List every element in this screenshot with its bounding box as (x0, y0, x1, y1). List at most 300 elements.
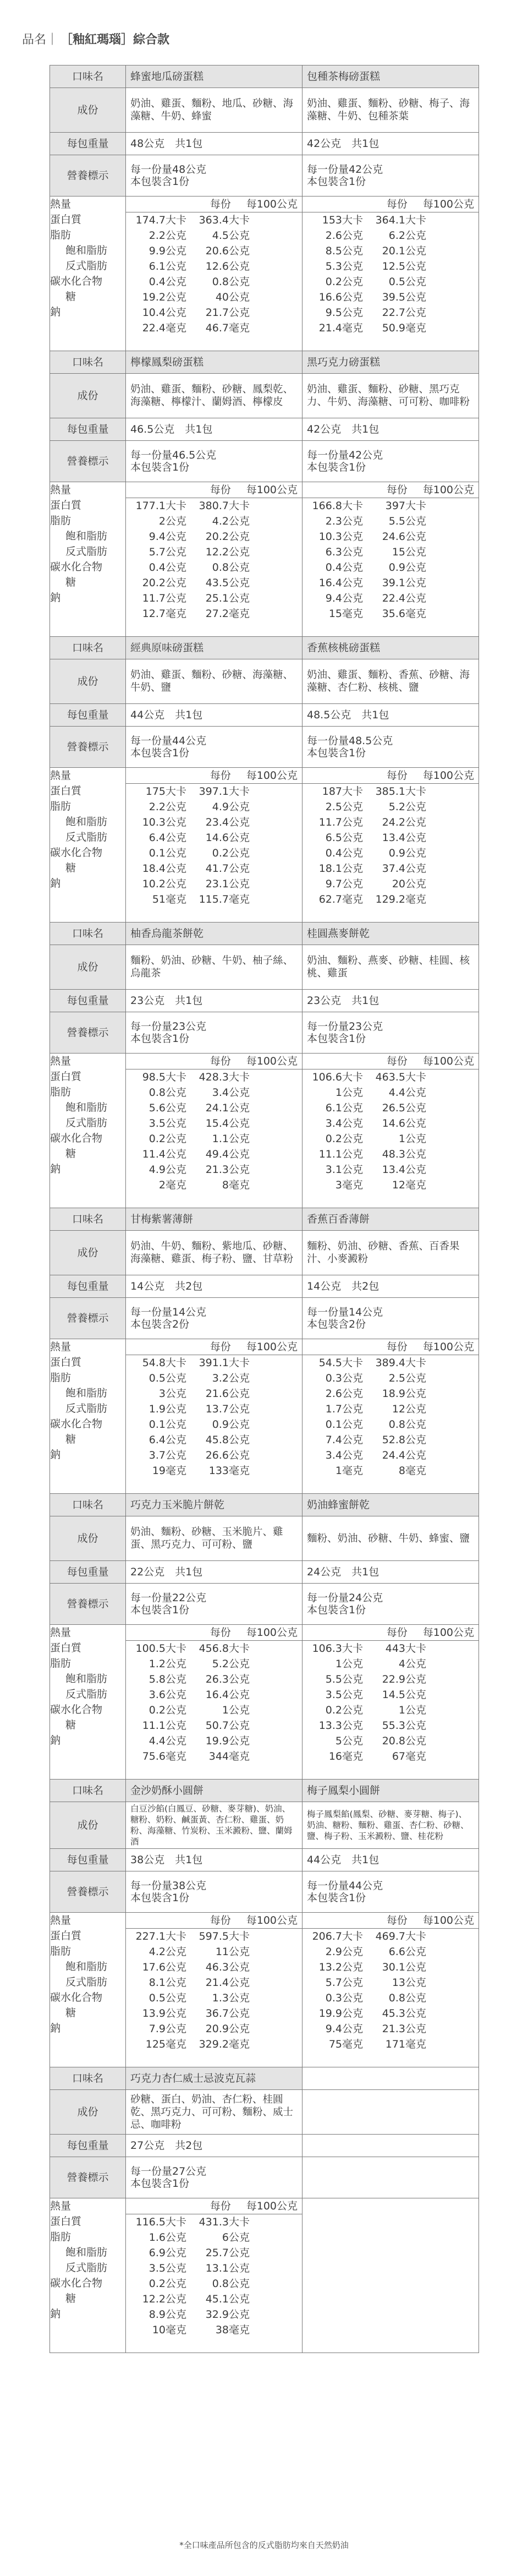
nutrient-label: 蛋白質 (50, 1930, 82, 1942)
per-serving-value: 2.5公克 (325, 801, 363, 813)
per-serving-value: 3.4公克 (325, 1117, 363, 1129)
nutrition-row (302, 1990, 479, 2006)
nutrition-row (126, 1085, 302, 1100)
nutrition-cell (126, 1913, 302, 2067)
per-100g-value: 0.8公克 (212, 2278, 250, 2290)
nutrition-row (302, 1355, 479, 1371)
nutrient-label: 糖 (65, 1719, 76, 1731)
nutrition-row (126, 2214, 302, 2230)
per-100g-value: 46.7毫克 (205, 322, 250, 334)
product-label-cell (126, 1298, 302, 1339)
per-serving-value: 0.1公克 (148, 847, 186, 859)
nutrition-row (302, 845, 479, 861)
product-package-cell (126, 990, 302, 1012)
nutrient-label: 飽和脂肪 (65, 2246, 108, 2258)
nutrient-label: 熱量 (50, 1055, 72, 1067)
row-ingredients (50, 374, 479, 418)
flavor-row-label: 口味名 (50, 2067, 126, 2090)
product-label: 每一份量38公克 本包裝含1份 (130, 1880, 207, 1904)
nutrient-label: 反式脂肪 (65, 2262, 108, 2274)
nutrition-header (302, 1913, 479, 1929)
per-100g-value: 6.6公克 (388, 1946, 426, 1958)
row-package (50, 1561, 479, 1584)
per-serving-value: 9.5公克 (325, 307, 363, 319)
per-100g-value: 38毫克 (215, 2324, 250, 2336)
per-100g-value: 20.9公克 (205, 2023, 250, 2035)
product-flavor: 黑巧克力磅蛋糕 (307, 356, 381, 368)
nutrition-header (302, 197, 479, 212)
product-ingredients-cell (302, 945, 479, 990)
per-serving-value: 6.9公克 (148, 2247, 186, 2259)
label-row-label: 營養標示 (50, 2157, 126, 2198)
per-100g-value: 344毫克 (208, 1750, 250, 1762)
ingredients-row-label: 成份 (50, 2090, 126, 2135)
per-100g-value: 133毫克 (208, 1465, 250, 1477)
nutrition-row (126, 1749, 302, 1764)
per-serving-value: 21.4毫克 (318, 322, 363, 334)
per-serving-value: 5.3公克 (325, 260, 363, 272)
nutrient-label: 飽和脂肪 (65, 1387, 108, 1399)
per-100g-value: 14.6公克 (205, 832, 250, 844)
nutrition-row (126, 892, 302, 907)
per-serving-value: 3毫克 (335, 1179, 363, 1191)
per-100g-value: 22.9公克 (382, 1673, 426, 1685)
nutrition-row (126, 1386, 302, 1401)
nutrition-row (302, 1463, 479, 1478)
ingredients-row-label: 成份 (50, 1516, 126, 1561)
nutrition-header (126, 1913, 302, 1929)
row-label (50, 155, 479, 197)
product-package-cell (302, 704, 479, 727)
per-serving-value: 98.5大卡 (142, 1071, 186, 1083)
footnote: *全口味產品所包含的反式脂肪均來自天然奶油 (179, 2540, 349, 2550)
per-100g-value: 443大卡 (385, 1642, 426, 1655)
product-package-cell (302, 1561, 479, 1584)
product-ingredients: 奶油、雞蛋、麵粉、砂糖、黑巧克力、牛奶、海藻糖、可可粉、咖啡粉 (307, 384, 470, 408)
product-flavor: 巧克力杏仁威士忌波克瓦蒜 (130, 2072, 256, 2084)
nutrient-label: 脂肪 (50, 1945, 72, 1957)
nutrient-label: 脂肪 (50, 515, 72, 527)
product-package: 27公克 共2包 (130, 2140, 203, 2152)
per-serving-value: 106.3大卡 (312, 1642, 363, 1655)
per-100g-value: 0.8公克 (212, 276, 250, 288)
per-100g-value: 32.9公克 (205, 2308, 250, 2321)
row-nutrition (50, 197, 479, 351)
per-serving-value: 13.3公克 (318, 1720, 363, 1732)
ingredients-row-label: 成份 (50, 88, 126, 133)
nutrition-row (126, 290, 302, 305)
nutrient-label: 糖 (65, 1433, 76, 1445)
nutrition-row (126, 1656, 302, 1672)
per-100g-header: 每100公克 (246, 1055, 298, 1067)
per-100g-value: 0.5公克 (388, 276, 426, 288)
nutrition-row (126, 1448, 302, 1463)
nutrition-header (126, 1625, 302, 1641)
per-serving-value: 1公克 (335, 1087, 363, 1099)
nutrition-row (302, 1401, 479, 1417)
nutrition-row (126, 1131, 302, 1147)
per-serving-value: 106.6大卡 (312, 1071, 363, 1083)
nutrition-cell (126, 197, 302, 351)
per-serving-value: 0.4公克 (325, 847, 363, 859)
nutrition-row (126, 2307, 302, 2322)
per-serving-value: 12.2公克 (142, 2293, 186, 2305)
per-100g-header: 每100公克 (246, 1627, 298, 1639)
nutrition-row (302, 259, 479, 274)
per-serving-value: 0.2公克 (325, 1704, 363, 1716)
per-serving-value: 5.6公克 (148, 1102, 186, 1114)
nutrient-label: 熱量 (50, 2200, 72, 2212)
per-serving-value: 11.1公克 (318, 1148, 363, 1160)
per-serving-value: 11.1公克 (142, 1720, 186, 1732)
per-serving-value: 10毫克 (152, 2324, 186, 2336)
per-serving-value: 9.9公克 (148, 245, 186, 257)
per-100g-value: 35.6毫克 (382, 608, 426, 620)
per-100g-value: 2.5公克 (388, 1372, 426, 1384)
product-package: 44公克 共1包 (130, 709, 203, 721)
per-100g-value: 50.9毫克 (382, 322, 426, 334)
per-100g-value: 19.9公克 (205, 1735, 250, 1747)
row-package (50, 990, 479, 1012)
nutrition-row (302, 305, 479, 320)
product-label-cell (126, 1012, 302, 1054)
per-serving-value: 10.3公克 (318, 531, 363, 543)
nutrient-labels (50, 1339, 126, 1494)
product-flavor: 經典原味磅蛋糕 (130, 642, 204, 654)
per-serving-value: 125毫克 (145, 2038, 186, 2050)
product-flavor-cell (126, 637, 302, 659)
label-row-label: 營養標示 (50, 441, 126, 482)
per-serving-value: 8.9公克 (148, 2308, 186, 2321)
nutrition-cell (126, 1625, 302, 1780)
nutrition-row (302, 591, 479, 606)
per-serving-value: 4.2公克 (148, 1946, 186, 1958)
row-ingredients (50, 659, 479, 704)
product-ingredients-cell (302, 659, 479, 704)
product-ingredients-cell (126, 945, 302, 990)
product-label: 每一份量48公克 本包裝含1份 (130, 163, 207, 188)
product-flavor-cell (126, 923, 302, 945)
nutrition-row (126, 2322, 302, 2338)
nutrient-labels (50, 768, 126, 923)
label-row-label: 營養標示 (50, 155, 126, 197)
product-flavor-cell (126, 1208, 302, 1231)
per-serving-value: 206.7大卡 (312, 1930, 363, 1942)
product-ingredients: 奶油、麵粉、砂糖、玉米脆片、雞蛋、黑巧克力、可可粉、鹽 (130, 1526, 283, 1551)
row-ingredients (50, 2090, 479, 2135)
per-100g-value: 45.3公克 (382, 2007, 426, 2020)
nutrition-row (126, 1929, 302, 1944)
per-100g-value: 1公克 (222, 1704, 250, 1716)
per-serving-header: 每份 (386, 769, 408, 782)
per-100g-value: 67毫克 (392, 1750, 426, 1762)
nutrient-label: 蛋白質 (50, 499, 82, 511)
per-serving-value: 3.6公克 (148, 1689, 186, 1701)
per-100g-value: 391.1大卡 (199, 1357, 250, 1369)
nutrition-row (126, 1463, 302, 1478)
per-100g-value: 22.4公克 (382, 592, 426, 604)
nutrient-label: 鈉 (50, 1734, 61, 1747)
nutrition-row (302, 861, 479, 876)
product-flavor-cell (126, 2067, 302, 2090)
nutrition-row (302, 544, 479, 560)
product-flavor: 檸檬鳳梨磅蛋糕 (130, 356, 204, 368)
nutrition-header (302, 768, 479, 784)
product-name-line (22, 30, 169, 47)
per-serving-value: 5.7公克 (325, 1977, 363, 1989)
nutrition-row (302, 274, 479, 290)
product-ingredients: 奶油、麵粉、燕麥、砂糖、桂圓、核桃、雞蛋 (307, 955, 470, 979)
nutrition-row (126, 845, 302, 861)
per-100g-value: 26.3公克 (205, 1673, 250, 1685)
product-label-cell (126, 727, 302, 768)
row-flavor (50, 1780, 479, 1802)
per-100g-value: 24.6公克 (382, 531, 426, 543)
nutrition-header (126, 197, 302, 212)
package-row-label: 每包重量 (50, 133, 126, 155)
product-label: 每一份量42公克 本包裝含1份 (307, 449, 383, 473)
per-100g-value: 24.4公克 (382, 1449, 426, 1461)
per-serving-value: 1.6公克 (148, 2231, 186, 2244)
product-label: 每一份量14公克 本包裝含2份 (307, 1306, 383, 1330)
per-serving-value: 0.5公克 (148, 1992, 186, 2004)
per-serving-value: 6.1公克 (325, 1102, 363, 1114)
per-serving-header: 每份 (210, 769, 231, 782)
per-serving-value: 3.5公克 (148, 2262, 186, 2274)
per-serving-value: 1.2公克 (148, 1658, 186, 1670)
per-serving-header: 每份 (210, 1914, 231, 1926)
row-package (50, 704, 479, 727)
product-package-cell (302, 133, 479, 155)
nutrition-row (302, 1687, 479, 1702)
per-100g-value: 0.8公克 (212, 561, 250, 574)
product-flavor: 香蕉百香薄餅 (307, 1213, 370, 1225)
per-100g-value: 55.3公克 (382, 1720, 426, 1732)
per-serving-value: 0.2公克 (325, 276, 363, 288)
product-label: 每一份量44公克 本包裝含1份 (307, 1880, 383, 1904)
nutrition-row (302, 529, 479, 544)
per-serving-value: 0.5公克 (148, 1372, 186, 1384)
product-flavor-cell (302, 1208, 479, 1231)
nutrition-row (302, 876, 479, 892)
per-100g-value: 115.7毫克 (199, 893, 250, 905)
nutrition-row (302, 1417, 479, 1432)
nutrition-row (302, 2037, 479, 2052)
nutrient-label: 碳水化合物 (50, 847, 103, 859)
nutrient-label: 糖 (65, 576, 76, 588)
per-serving-value: 2.2公克 (148, 230, 186, 242)
per-100g-value: 49.4公克 (205, 1148, 250, 1160)
per-100g-value: 389.4大卡 (375, 1357, 426, 1369)
nutrition-row (126, 591, 302, 606)
nutrient-label: 熱量 (50, 484, 72, 496)
product-label-cell (302, 441, 479, 482)
per-100g-value: 431.3大卡 (199, 2216, 250, 2228)
product-package-cell (126, 1849, 302, 1871)
per-serving-value: 8.5公克 (325, 245, 363, 257)
nutrition-row (302, 575, 479, 591)
per-100g-value: 8毫克 (222, 1179, 250, 1191)
product-flavor: 蜂蜜地瓜磅蛋糕 (130, 70, 204, 83)
empty-cell (302, 2090, 479, 2135)
row-label (50, 441, 479, 482)
per-serving-value: 4.4公克 (148, 1735, 186, 1747)
per-serving-value: 75毫克 (328, 2038, 363, 2050)
nutrition-row (126, 1100, 302, 1116)
product-ingredients: 奶油、雞蛋、麵粉、砂糖、海藻糖、牛奶、鹽 (130, 669, 294, 694)
per-100g-value: 39.1公克 (382, 577, 426, 589)
per-100g-value: 22.7公克 (382, 307, 426, 319)
per-100g-value: 0.9公克 (212, 1418, 250, 1431)
product-package: 23公克 共1包 (307, 995, 380, 1007)
nutrition-row (302, 784, 479, 799)
nutrient-label: 鈉 (50, 306, 61, 318)
nutrient-labels (50, 2198, 126, 2353)
per-100g-header: 每100公克 (246, 769, 298, 782)
product-ingredients-cell (302, 374, 479, 418)
nutrition-row (126, 1641, 302, 1656)
row-label (50, 727, 479, 768)
per-100g-value: 3.4公克 (212, 1087, 250, 1099)
row-flavor (50, 637, 479, 659)
nutrition-row (126, 1733, 302, 1749)
nutrient-label: 鈉 (50, 877, 61, 889)
per-100g-value: 4.9公克 (212, 801, 250, 813)
nutrient-label: 脂肪 (50, 229, 72, 241)
per-serving-value: 17.6公克 (142, 1961, 186, 1973)
nutrition-row (126, 1355, 302, 1371)
per-serving-value: 4.9公克 (148, 1164, 186, 1176)
per-100g-value: 1公克 (398, 1704, 426, 1716)
per-100g-value: 18.9公克 (382, 1388, 426, 1400)
nutrition-header (126, 482, 302, 498)
per-serving-value: 175大卡 (145, 785, 186, 798)
per-serving-header: 每份 (210, 2200, 231, 2212)
per-serving-value: 5.5公克 (325, 1673, 363, 1685)
flavor-row-label: 口味名 (50, 1780, 126, 1802)
per-100g-value: 20.8公克 (382, 1735, 426, 1747)
per-100g-value: 1.1公克 (212, 1133, 250, 1145)
per-100g-header: 每100公克 (246, 2200, 298, 2212)
nutrition-row (302, 1085, 479, 1100)
per-serving-value: 1公克 (335, 1658, 363, 1670)
per-100g-value: 0.8公克 (388, 1992, 426, 2004)
nutrition-row (126, 529, 302, 544)
row-flavor (50, 1494, 479, 1516)
per-100g-value: 456.8大卡 (199, 1642, 250, 1655)
nutrition-row (302, 1944, 479, 1960)
per-100g-value: 21.3公克 (382, 2023, 426, 2035)
package-row-label: 每包重量 (50, 1275, 126, 1298)
nutrient-label: 糖 (65, 291, 76, 303)
per-serving-value: 2.6公克 (325, 230, 363, 242)
ingredients-row-label: 成份 (50, 374, 126, 418)
product-ingredients: 麵粉、奶油、砂糖、牛奶、柚子絲、烏龍茶 (130, 955, 294, 979)
product-ingredients: 白豆沙餡(白鳳豆、砂糖、麥芽糖)、奶油、糖粉、奶粉、鹹蛋黃、杏仁粉、雞蛋、奶粉、海藻糖、竹炭粉、玉米澱粉、鹽、蘭姆酒 (130, 1804, 293, 1847)
row-nutrition (50, 1913, 479, 2067)
nutrition-row (302, 1702, 479, 1718)
nutrient-label: 反式脂肪 (65, 1117, 108, 1129)
empty-cell (302, 2067, 479, 2090)
nutrient-label: 蛋白質 (50, 1071, 82, 1083)
nutrition-row (126, 498, 302, 514)
product-flavor: 包種茶梅磅蛋糕 (307, 70, 381, 83)
product-package: 14公克 共2包 (130, 1280, 203, 1292)
per-serving-value: 9.7公克 (325, 878, 363, 890)
nutrition-row (126, 575, 302, 591)
product-label-cell (302, 1298, 479, 1339)
per-serving-value: 6.4公克 (148, 1434, 186, 1446)
product-package-cell (126, 133, 302, 155)
product-ingredients-cell (126, 2090, 302, 2135)
nutrient-label: 糖 (65, 1148, 76, 1160)
nutrient-label: 鈉 (50, 2308, 61, 2320)
per-serving-value: 10.2公克 (142, 878, 186, 890)
nutrition-row (302, 243, 479, 259)
per-100g-value: 23.4公克 (205, 816, 250, 828)
per-100g-value: 24.2公克 (382, 816, 426, 828)
product-flavor: 甘梅紫薯薄餅 (130, 1213, 194, 1225)
product-package-cell (302, 1275, 479, 1298)
per-100g-value: 363.4大卡 (199, 214, 250, 226)
per-100g-value: 30.1公克 (382, 1961, 426, 1973)
package-row-label: 每包重量 (50, 990, 126, 1012)
nutrition-row (126, 1975, 302, 1990)
nutrient-label: 反式脂肪 (65, 1688, 108, 1700)
package-row-label: 每包重量 (50, 704, 126, 727)
per-serving-value: 7.4公克 (325, 1434, 363, 1446)
per-100g-header: 每100公克 (422, 484, 474, 496)
nutrition-row (126, 1702, 302, 1718)
nutrition-row (126, 1162, 302, 1177)
nutrient-label: 糖 (65, 2007, 76, 2019)
nutrition-row (302, 1100, 479, 1116)
per-serving-header: 每份 (386, 1055, 408, 1067)
nutrition-row (126, 1718, 302, 1733)
nutrition-row (302, 1672, 479, 1687)
per-100g-value: 41.7公克 (205, 863, 250, 875)
product-ingredients-cell (302, 1802, 479, 1849)
product-flavor: 香蕉核桃磅蛋糕 (307, 642, 381, 654)
per-100g-value: 45.1公克 (205, 2293, 250, 2305)
product-ingredients: 奶油、雞蛋、麵粉、砂糖、鳳梨乾、海藻糖、檸檬汁、蘭姆酒、檸檬皮 (130, 384, 294, 408)
per-serving-value: 227.1大卡 (135, 1930, 186, 1942)
nutrition-row (126, 305, 302, 320)
per-100g-value: 13.4公克 (382, 1164, 426, 1176)
per-serving-value: 6.5公克 (325, 832, 363, 844)
per-100g-value: 385.1大卡 (375, 785, 426, 798)
per-serving-value: 1毫克 (335, 1465, 363, 1477)
nutrition-header (302, 482, 479, 498)
package-row-label: 每包重量 (50, 1849, 126, 1871)
nutrition-row (126, 1990, 302, 2006)
label-row-label: 營養標示 (50, 727, 126, 768)
product-label: 每一份量14公克 本包裝含2份 (130, 1306, 207, 1330)
per-100g-value: 45.8公克 (205, 1434, 250, 1446)
nutrition-row (302, 1069, 479, 1085)
per-serving-value: 13.2公克 (318, 1961, 363, 1973)
per-serving-value: 51毫克 (152, 893, 186, 905)
per-100g-value: 8毫克 (398, 1465, 426, 1477)
product-flavor-cell (126, 1780, 302, 1802)
empty-cell (302, 2157, 479, 2198)
nutrition-row (302, 830, 479, 845)
nutrition-row (126, 2245, 302, 2261)
nutrition-row (302, 1448, 479, 1463)
row-ingredients (50, 945, 479, 990)
nutrition-header (302, 1625, 479, 1641)
row-ingredients (50, 1516, 479, 1561)
